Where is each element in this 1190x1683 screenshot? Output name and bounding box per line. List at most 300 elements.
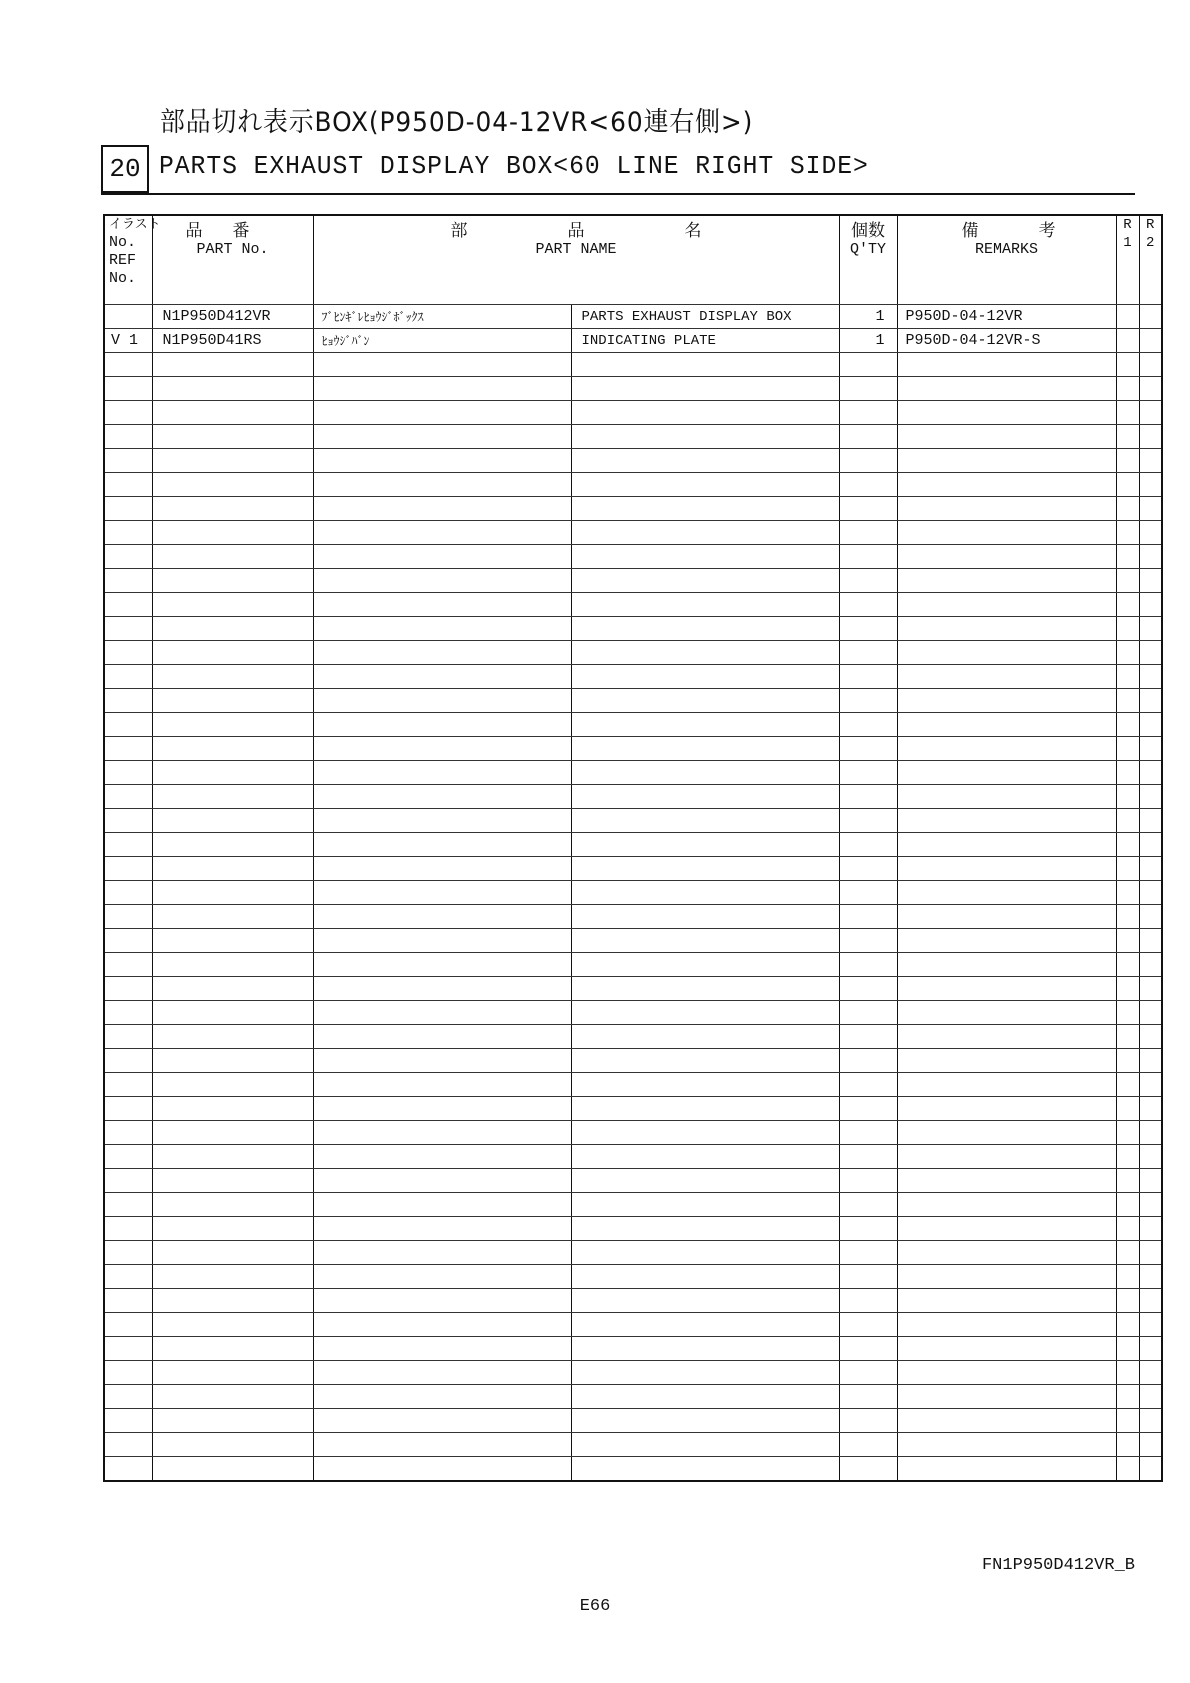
ref-cell — [104, 641, 152, 665]
part-name-jp-cell — [313, 473, 571, 497]
remarks-cell — [897, 929, 1116, 953]
remarks-cell — [897, 1361, 1116, 1385]
part-name-en-cell — [571, 1025, 839, 1049]
r1-cell — [1116, 785, 1139, 809]
table-header-row — [104, 215, 1162, 305]
part-name-en-cell — [571, 1265, 839, 1289]
qty-cell — [839, 1145, 897, 1169]
part-name-jp-cell: ﾌﾞﾋﾝｷﾞﾚﾋｮｳｼﾞﾎﾞｯｸｽ — [313, 305, 571, 329]
part-name-en-cell — [571, 977, 839, 1001]
part-no-cell — [152, 737, 313, 761]
part-name-en-cell — [571, 1409, 839, 1433]
qty-cell — [839, 1241, 897, 1265]
remarks-cell — [897, 1337, 1116, 1361]
r1-cell — [1116, 1241, 1139, 1265]
part-name-en-cell — [571, 545, 839, 569]
r2-cell — [1139, 713, 1162, 737]
empty-table-row — [104, 449, 1162, 473]
r2-cell — [1139, 377, 1162, 401]
ref-cell — [104, 497, 152, 521]
header-part-no — [152, 215, 313, 305]
remarks-cell — [897, 449, 1116, 473]
remarks-cell — [897, 665, 1116, 689]
qty-cell — [839, 1289, 897, 1313]
part-no-cell — [152, 977, 313, 1001]
remarks-cell — [897, 977, 1116, 1001]
ref-cell — [104, 1001, 152, 1025]
part-name-en-cell — [571, 1457, 839, 1482]
part-name-en-cell: INDICATING PLATE — [571, 329, 839, 353]
r1-cell — [1116, 1169, 1139, 1193]
remarks-cell — [897, 1217, 1116, 1241]
empty-table-row — [104, 1385, 1162, 1409]
r2-cell — [1139, 857, 1162, 881]
r2-cell — [1139, 953, 1162, 977]
empty-table-row — [104, 953, 1162, 977]
empty-table-row — [104, 1169, 1162, 1193]
remarks-cell — [897, 857, 1116, 881]
ref-cell — [104, 353, 152, 377]
part-name-jp-cell — [313, 545, 571, 569]
empty-table-row — [104, 1001, 1162, 1025]
qty-cell — [839, 353, 897, 377]
header-r2-b: 2 — [1146, 235, 1155, 251]
empty-table-row — [104, 1193, 1162, 1217]
empty-table-row — [104, 569, 1162, 593]
header-ref-en1: No. — [109, 234, 137, 251]
part-name-en-cell — [571, 425, 839, 449]
part-name-jp-cell — [313, 1457, 571, 1482]
part-name-jp-cell — [313, 977, 571, 1001]
r1-cell — [1116, 569, 1139, 593]
part-no-cell — [152, 1457, 313, 1482]
part-name-jp-cell — [313, 1097, 571, 1121]
part-no-cell — [152, 953, 313, 977]
qty-cell — [839, 1433, 897, 1457]
empty-table-row — [104, 713, 1162, 737]
part-name-en-cell — [571, 1289, 839, 1313]
remarks-cell — [897, 785, 1116, 809]
r1-cell — [1116, 329, 1139, 353]
qty-cell — [839, 785, 897, 809]
part-no-cell: N1P950D41RS — [152, 329, 313, 353]
empty-table-row — [104, 1025, 1162, 1049]
r1-cell — [1116, 977, 1139, 1001]
r2-cell — [1139, 1001, 1162, 1025]
part-no-cell — [152, 1121, 313, 1145]
r1-cell — [1116, 881, 1139, 905]
remarks-cell — [897, 1025, 1116, 1049]
r1-cell — [1116, 1433, 1139, 1457]
r2-cell — [1139, 353, 1162, 377]
part-name-jp-cell — [313, 1001, 571, 1025]
header-r1-a: R — [1123, 217, 1132, 233]
part-no-cell — [152, 1001, 313, 1025]
table-row — [104, 329, 1162, 353]
r1-cell — [1116, 521, 1139, 545]
part-name-en-cell — [571, 377, 839, 401]
empty-table-row — [104, 497, 1162, 521]
ref-cell — [104, 905, 152, 929]
part-name-jp-cell — [313, 761, 571, 785]
r1-cell — [1116, 1337, 1139, 1361]
r2-cell — [1139, 1241, 1162, 1265]
part-no-cell — [152, 713, 313, 737]
part-name-jp-cell — [313, 1217, 571, 1241]
ref-cell — [104, 857, 152, 881]
r1-cell — [1116, 593, 1139, 617]
part-name-en-cell — [571, 1049, 839, 1073]
r1-cell — [1116, 1361, 1139, 1385]
empty-table-row — [104, 1073, 1162, 1097]
part-name-jp-cell — [313, 1169, 571, 1193]
ref-cell — [104, 377, 152, 401]
r2-cell — [1139, 809, 1162, 833]
part-no-cell — [152, 1193, 313, 1217]
header-r1-b: 1 — [1123, 235, 1132, 251]
ref-cell — [104, 401, 152, 425]
remarks-cell — [897, 1001, 1116, 1025]
part-name-en-cell — [571, 1217, 839, 1241]
qty-cell — [839, 977, 897, 1001]
r1-cell — [1116, 809, 1139, 833]
part-no-cell — [152, 449, 313, 473]
r1-cell — [1116, 1121, 1139, 1145]
r1-cell — [1116, 1145, 1139, 1169]
part-name-jp-cell — [313, 1409, 571, 1433]
part-name-jp-cell: ﾋｮｳｼﾞﾊﾞﾝ — [313, 329, 571, 353]
part-name-en-cell — [571, 1097, 839, 1121]
remarks-cell — [897, 881, 1116, 905]
qty-cell — [839, 737, 897, 761]
ref-cell — [104, 977, 152, 1001]
qty-cell — [839, 1073, 897, 1097]
part-no-cell — [152, 521, 313, 545]
part-no-cell — [152, 1361, 313, 1385]
r1-cell — [1116, 545, 1139, 569]
empty-table-row — [104, 377, 1162, 401]
part-name-en-cell — [571, 1361, 839, 1385]
part-name-jp-cell — [313, 1385, 571, 1409]
r1-cell — [1116, 1313, 1139, 1337]
part-name-en-cell — [571, 497, 839, 521]
r2-cell — [1139, 617, 1162, 641]
remarks-cell — [897, 593, 1116, 617]
qty-cell — [839, 641, 897, 665]
r1-cell — [1116, 1289, 1139, 1313]
qty-cell — [839, 1409, 897, 1433]
ref-cell — [104, 617, 152, 641]
r1-cell — [1116, 1049, 1139, 1073]
r2-cell — [1139, 1337, 1162, 1361]
parts-table — [103, 214, 1163, 1482]
empty-table-row — [104, 665, 1162, 689]
r2-cell — [1139, 761, 1162, 785]
empty-table-row — [104, 1049, 1162, 1073]
empty-table-row — [104, 977, 1162, 1001]
r2-cell — [1139, 569, 1162, 593]
part-name-jp-cell — [313, 425, 571, 449]
part-name-jp-cell — [313, 689, 571, 713]
ref-cell — [104, 1241, 152, 1265]
part-name-en-cell — [571, 761, 839, 785]
part-no-cell — [152, 905, 313, 929]
r2-cell — [1139, 737, 1162, 761]
remarks-cell — [897, 761, 1116, 785]
part-name-jp-cell — [313, 665, 571, 689]
r2-cell — [1139, 1313, 1162, 1337]
remarks-cell — [897, 1169, 1116, 1193]
remarks-cell: P950D-04-12VR-S — [897, 329, 1116, 353]
empty-table-row — [104, 1145, 1162, 1169]
empty-table-row — [104, 473, 1162, 497]
part-name-en-cell — [571, 737, 839, 761]
qty-cell — [839, 545, 897, 569]
qty-cell — [839, 665, 897, 689]
remarks-cell — [897, 497, 1116, 521]
remarks-cell — [897, 1433, 1116, 1457]
r1-cell — [1116, 857, 1139, 881]
part-no-cell — [152, 1433, 313, 1457]
r2-cell — [1139, 1385, 1162, 1409]
empty-table-row — [104, 1121, 1162, 1145]
part-no-cell: N1P950D412VR — [152, 305, 313, 329]
ref-cell — [104, 1457, 152, 1482]
ref-cell — [104, 1433, 152, 1457]
remarks-cell — [897, 521, 1116, 545]
remarks-cell — [897, 1049, 1116, 1073]
r2-cell — [1139, 929, 1162, 953]
part-no-cell — [152, 545, 313, 569]
part-no-cell — [152, 665, 313, 689]
part-name-jp-cell — [313, 377, 571, 401]
qty-cell — [839, 689, 897, 713]
qty-cell — [839, 1193, 897, 1217]
part-name-en-cell — [571, 1241, 839, 1265]
ref-cell — [104, 1049, 152, 1073]
part-name-jp-cell — [313, 1313, 571, 1337]
part-name-jp-cell — [313, 1073, 571, 1097]
header-rem-jp: 備考 — [961, 221, 1116, 241]
ref-cell — [104, 1337, 152, 1361]
ref-cell — [104, 1265, 152, 1289]
remarks-cell — [897, 1265, 1116, 1289]
part-name-jp-cell — [313, 1361, 571, 1385]
empty-table-row — [104, 1361, 1162, 1385]
r1-cell — [1116, 737, 1139, 761]
remarks-cell — [897, 569, 1116, 593]
part-name-en-cell — [571, 1433, 839, 1457]
r2-cell — [1139, 1193, 1162, 1217]
title-bar — [101, 145, 1135, 195]
page-number: E66 — [579, 1597, 611, 1616]
remarks-cell — [897, 353, 1116, 377]
part-name-en-cell — [571, 881, 839, 905]
r1-cell — [1116, 401, 1139, 425]
r1-cell — [1116, 665, 1139, 689]
qty-cell — [839, 569, 897, 593]
part-no-cell — [152, 617, 313, 641]
r2-cell — [1139, 881, 1162, 905]
part-name-en-cell — [571, 929, 839, 953]
part-name-en-cell — [571, 785, 839, 809]
part-name-en-cell — [571, 1337, 839, 1361]
qty-cell — [839, 425, 897, 449]
part-no-cell — [152, 1169, 313, 1193]
empty-table-row — [104, 689, 1162, 713]
r2-cell — [1139, 1361, 1162, 1385]
part-no-cell — [152, 593, 313, 617]
header-ref-en2: REF — [109, 252, 137, 269]
r1-cell — [1116, 497, 1139, 521]
ref-cell — [104, 1193, 152, 1217]
ref-cell — [104, 449, 152, 473]
r2-cell — [1139, 497, 1162, 521]
remarks-cell — [897, 1073, 1116, 1097]
part-name-en-cell — [571, 953, 839, 977]
part-name-jp-cell — [313, 1265, 571, 1289]
remarks-cell — [897, 617, 1116, 641]
part-name-en-cell — [571, 641, 839, 665]
part-name-en-cell — [571, 857, 839, 881]
part-name-jp-cell — [313, 833, 571, 857]
r2-cell — [1139, 1073, 1162, 1097]
r1-cell — [1116, 1217, 1139, 1241]
r2-cell — [1139, 785, 1162, 809]
part-name-jp-cell — [313, 1193, 571, 1217]
part-no-cell — [152, 1337, 313, 1361]
header-ref-jp: イラスト — [109, 217, 161, 232]
part-no-cell — [152, 833, 313, 857]
header-r1 — [1116, 215, 1139, 305]
part-name-jp-cell — [313, 401, 571, 425]
r2-cell — [1139, 689, 1162, 713]
empty-table-row — [104, 1217, 1162, 1241]
part-no-cell — [152, 1313, 313, 1337]
part-no-cell — [152, 1049, 313, 1073]
r2-cell — [1139, 1169, 1162, 1193]
qty-cell — [839, 1457, 897, 1482]
qty-cell — [839, 1217, 897, 1241]
ref-cell — [104, 737, 152, 761]
part-name-jp-cell — [313, 857, 571, 881]
r1-cell — [1116, 305, 1139, 329]
ref-cell — [104, 1409, 152, 1433]
part-name-en-cell — [571, 1193, 839, 1217]
r2-cell — [1139, 1457, 1162, 1482]
header-r2-a: R — [1146, 217, 1155, 233]
r1-cell — [1116, 1097, 1139, 1121]
qty-cell — [839, 905, 897, 929]
remarks-cell — [897, 1193, 1116, 1217]
part-name-jp-cell — [313, 905, 571, 929]
part-name-en-cell — [571, 1145, 839, 1169]
r1-cell — [1116, 713, 1139, 737]
part-name-jp-cell — [313, 449, 571, 473]
remarks-cell — [897, 377, 1116, 401]
remarks-cell — [897, 1385, 1116, 1409]
document-code: FN1P950D412VR_B — [981, 1556, 1135, 1575]
header-qty-jp: 個数 — [851, 221, 885, 241]
qty-cell — [839, 1121, 897, 1145]
r1-cell — [1116, 641, 1139, 665]
part-name-jp-cell — [313, 617, 571, 641]
qty-cell — [839, 833, 897, 857]
empty-table-row — [104, 1457, 1162, 1482]
empty-table-row — [104, 521, 1162, 545]
r2-cell — [1139, 449, 1162, 473]
r1-cell — [1116, 1457, 1139, 1482]
part-name-jp-cell — [313, 785, 571, 809]
ref-cell — [104, 713, 152, 737]
part-name-jp-cell — [313, 1289, 571, 1313]
r1-cell — [1116, 1265, 1139, 1289]
header-part-jp: 品番 — [185, 221, 280, 241]
qty-cell — [839, 473, 897, 497]
part-no-cell — [152, 1025, 313, 1049]
part-name-jp-cell — [313, 1241, 571, 1265]
r1-cell — [1116, 1409, 1139, 1433]
qty-cell — [839, 1313, 897, 1337]
part-name-jp-cell — [313, 881, 571, 905]
ref-cell — [104, 1121, 152, 1145]
empty-table-row — [104, 1313, 1162, 1337]
remarks-cell — [897, 425, 1116, 449]
r2-cell — [1139, 1265, 1162, 1289]
r2-cell — [1139, 401, 1162, 425]
ref-cell — [104, 545, 152, 569]
part-name-en-cell — [571, 593, 839, 617]
qty-cell — [839, 809, 897, 833]
qty-cell — [839, 617, 897, 641]
part-name-jp-cell — [313, 1433, 571, 1457]
part-name-jp-cell — [313, 929, 571, 953]
ref-cell — [104, 665, 152, 689]
part-no-cell — [152, 857, 313, 881]
header-qty-en: Q'TY — [849, 241, 886, 258]
part-no-cell — [152, 401, 313, 425]
part-no-cell — [152, 1145, 313, 1169]
remarks-cell — [897, 737, 1116, 761]
remarks-cell — [897, 473, 1116, 497]
ref-cell — [104, 1361, 152, 1385]
r1-cell — [1116, 617, 1139, 641]
part-name-jp-cell — [313, 641, 571, 665]
ref-cell — [104, 1025, 152, 1049]
ref-cell — [104, 521, 152, 545]
part-no-cell — [152, 353, 313, 377]
part-name-en-cell — [571, 449, 839, 473]
qty-cell — [839, 401, 897, 425]
part-name-en-cell — [571, 1121, 839, 1145]
empty-table-row — [104, 1409, 1162, 1433]
ref-cell — [104, 881, 152, 905]
qty-cell — [839, 1385, 897, 1409]
part-no-cell — [152, 569, 313, 593]
part-name-jp-cell — [313, 593, 571, 617]
part-no-cell — [152, 1073, 313, 1097]
ref-cell — [104, 785, 152, 809]
remarks-cell — [897, 1145, 1116, 1169]
header-ref — [104, 215, 161, 305]
page-title-jp: 部品切れ表示BOX(P950D-04-12VR<60連右側>) — [160, 107, 754, 138]
header-ref-en3: No. — [109, 270, 137, 287]
qty-cell — [839, 929, 897, 953]
r2-cell — [1139, 641, 1162, 665]
empty-table-row — [104, 929, 1162, 953]
part-no-cell — [152, 377, 313, 401]
part-name-jp-cell — [313, 1337, 571, 1361]
